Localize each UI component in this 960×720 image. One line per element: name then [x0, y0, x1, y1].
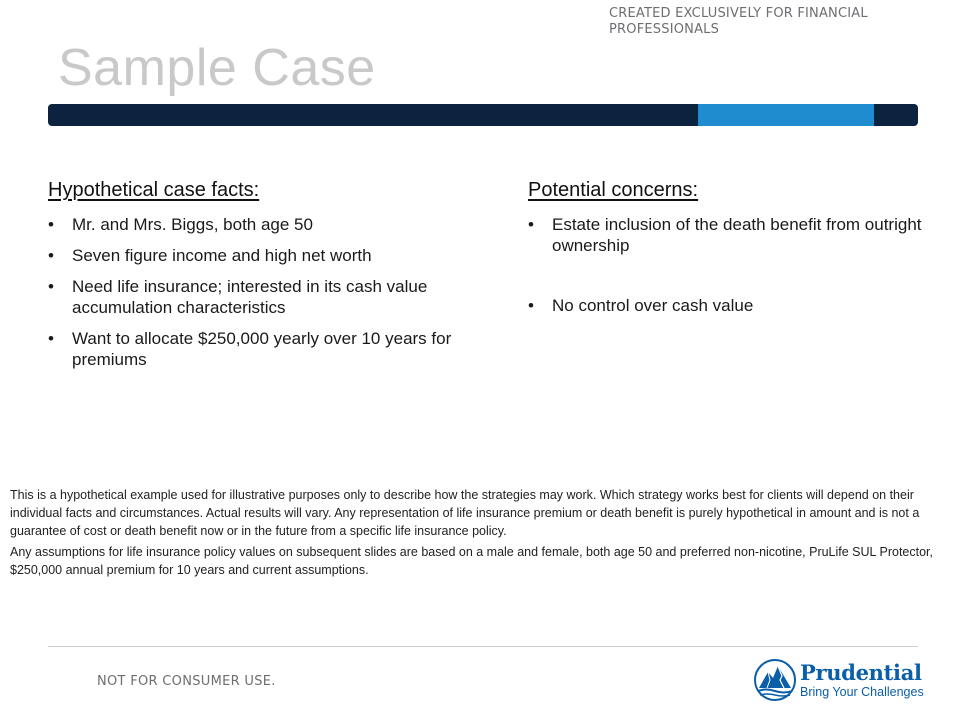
title-bar-dark-segment	[48, 104, 698, 126]
title-bar-end-segment	[874, 104, 918, 126]
list-item: • Need life insurance; interested in its cash value accumulation characteristics	[48, 276, 478, 318]
list-item: • Want to allocate $250,000 yearly over 10 years for premiums	[48, 328, 478, 370]
concerns-heading: Potential concerns:	[528, 179, 699, 201]
disclaimer-paragraph: Any assumptions for life insurance policy values on subsequent slides are based on a male and female, both age 50 and preferred non-nicotine, PruLife SUL Protector, $250,000 annual premium for 10 years and current assumptions.	[10, 545, 934, 577]
footer-divider	[48, 646, 918, 647]
page-title: Sample Case	[58, 39, 376, 97]
brand-tagline: Bring Your Challenges	[800, 684, 924, 699]
title-bar	[48, 104, 918, 126]
concerns-list	[528, 214, 958, 316]
prudential-logo	[754, 656, 924, 704]
list-item: • Seven figure income and high net worth	[48, 245, 478, 266]
footer-note: NOT FOR CONSUMER USE.	[97, 674, 276, 689]
header-note: CREATED EXCLUSIVELY FOR FINANCIAL PROFESSIONALS	[609, 6, 868, 37]
rock-icon	[754, 658, 796, 702]
logo-text	[800, 661, 924, 700]
case-facts-column	[48, 177, 478, 380]
case-facts-list	[48, 214, 478, 370]
case-facts-heading: Hypothetical case facts:	[48, 179, 260, 201]
brand-name: Prudential	[800, 659, 922, 685]
title-bar-accent-segment	[698, 104, 874, 126]
list-item: • No control over cash value	[528, 295, 958, 316]
disclaimer	[10, 486, 952, 582]
list-item: • Estate inclusion of the death benefit from outright ownership	[528, 214, 958, 256]
concerns-column	[528, 177, 958, 326]
disclaimer-paragraph: This is a hypothetical example used for illustrative purposes only to describe how the strategies may work. Which strategy works best for clients will depend on their individual facts and circumstances. Actual results will vary. Any representation of life insurance premium or death benefit is purely hypothetical in amount and is not a guarantee of cost or death benefit now or in the future from a specific life insurance policy.	[10, 488, 920, 538]
list-item: • Mr. and Mrs. Biggs, both age 50	[48, 214, 478, 235]
